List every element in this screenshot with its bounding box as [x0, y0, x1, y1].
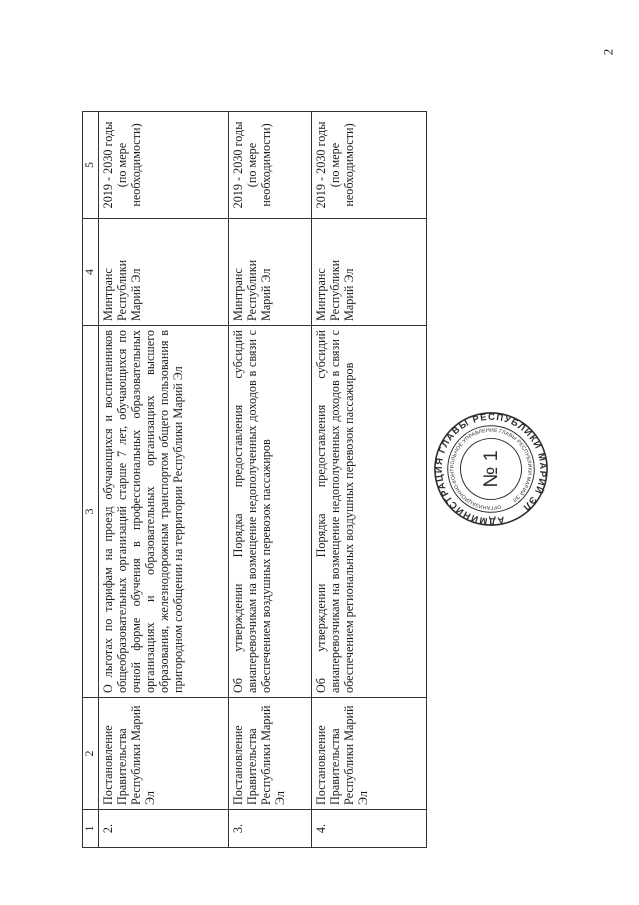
document-title: Об утверждении Порядка предоставления субсидий авиаперевозчикам на возмещение недополученных доходов в связи с обеспечением воздушных перевозок пассажиров	[229, 326, 312, 698]
row-number: 3.	[229, 810, 312, 848]
header-cell: 5	[83, 112, 99, 219]
document-table-wrapper	[82, 112, 432, 848]
adoption-period: 2019 - 2030 годы (по мере необходимости)	[229, 112, 312, 219]
table-row	[312, 112, 427, 848]
row-number: 2.	[99, 810, 229, 848]
document-type: Постановление Правительства Республики Марий Эл	[312, 698, 427, 810]
document-table	[82, 111, 427, 848]
table-row	[229, 112, 312, 848]
official-seal-stamp	[432, 410, 550, 528]
table-header-row	[83, 112, 99, 848]
seal-outer-text: АДМИНИСТРАЦИЯ ГЛАВЫ РЕСПУБЛИКИ МАРИЙ ЭЛ	[433, 411, 549, 527]
header-cell: 1	[83, 810, 99, 848]
seal-number: № 1	[480, 450, 502, 488]
page-number: 2	[599, 48, 615, 56]
adoption-period: 2019 - 2030 годы (по мере необходимости)	[99, 112, 229, 219]
responsible-executor: Минтранс Республики Марий Эл	[312, 219, 427, 326]
document-type: Постановление Правительства Республики Марий Эл	[99, 698, 229, 810]
table-row	[99, 112, 229, 848]
header-cell: 3	[83, 326, 99, 698]
seal-inner-text: ОРГАНИЗАЦИОННО-КОНТРОЛЬНОЕ УПРАВЛЕНИЕ ГЛАВЫ РЕСПУБЛИКИ МАРИЙ ЭЛ	[449, 427, 533, 511]
document-title: О льготах по тарифам на проезд обучающихся и воспитанников общеобразовательных организаций старше 7 лет, обучающихся по очной форме обучения в профессиональных образовательных организациях и образовательных организациях высшего образования, железнодорожным транспортом общего пользования в пригородном сообщении на территории Республики Марий Эл	[99, 326, 229, 698]
adoption-period: 2019 - 2030 годы (по мере необходимости)	[312, 112, 427, 219]
header-cell: 4	[83, 219, 99, 326]
document-type: Постановление Правительства Республики Марий Эл	[229, 698, 312, 810]
responsible-executor: Минтранс Республики Марий Эл	[99, 219, 229, 326]
header-cell: 2	[83, 698, 99, 810]
row-number: 4.	[312, 810, 427, 848]
responsible-executor: Минтранс Республики Марий Эл	[229, 219, 312, 326]
document-title: Об утверждении Порядка предоставления субсидий авиаперевозчикам на возмещение недополученных доходов в связи с обеспечением региональных воздушных перевозок пассажиров	[312, 326, 427, 698]
